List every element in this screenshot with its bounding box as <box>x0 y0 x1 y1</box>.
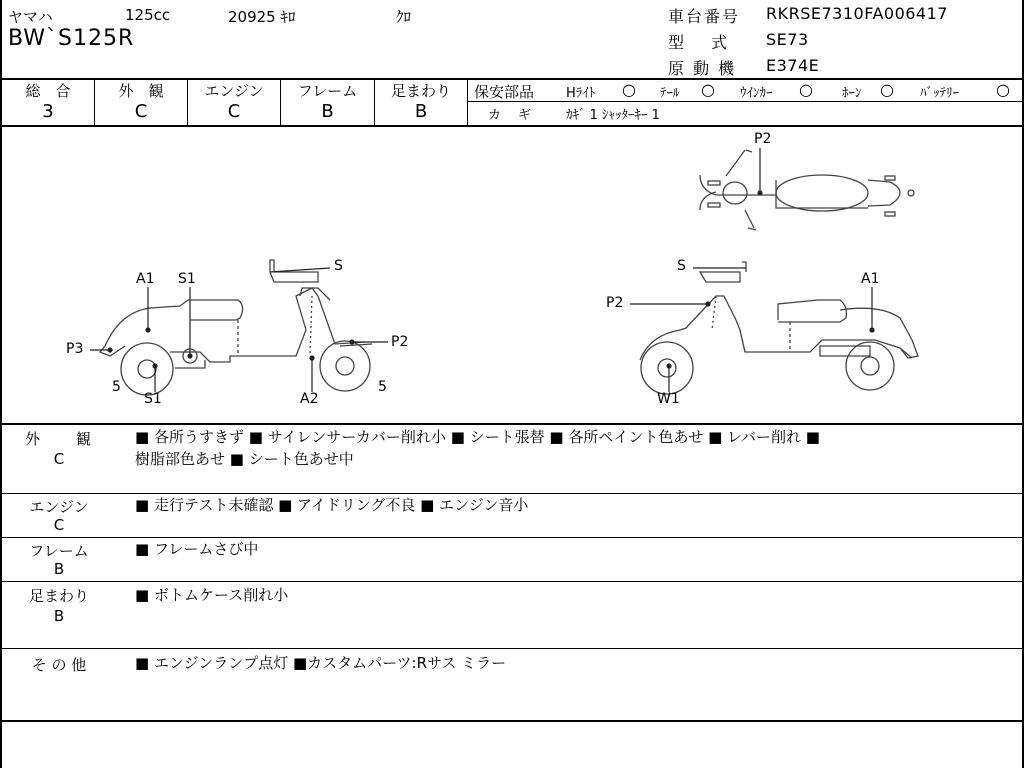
label-left-5a: 5 <box>112 379 121 395</box>
safety-taillight-mark: ○ <box>701 80 715 99</box>
section-frame-grade: B <box>53 560 65 578</box>
label-right-s: S <box>677 258 686 274</box>
section-frame-label: フレーム <box>29 542 89 560</box>
safety-battery-label: ﾊﾞｯﾃﾘｰ <box>920 86 959 101</box>
label-left-p3: P3 <box>66 341 84 357</box>
label-left-s: S <box>334 258 343 274</box>
damage-diagram <box>0 127 1024 423</box>
label-left-s1-bottom: S1 <box>144 391 162 407</box>
section-exterior-line-2: 樹脂部色あせ ■ シート色あせ中 <box>135 450 354 468</box>
section-suspension-line-1: ■ ボトムケース削れ小 <box>135 586 289 604</box>
label-right-p2: P2 <box>606 295 624 311</box>
chassis-label: 車台番号 <box>668 7 741 26</box>
safety-headlight-label: Hﾗｲﾄ <box>566 86 596 101</box>
grade-label-suspension: 足まわり <box>390 82 451 100</box>
type-value: SE73 <box>766 30 809 49</box>
label-top-p2: P2 <box>754 131 772 147</box>
section-other-label: そ の 他 <box>31 656 87 674</box>
key-label: カ ギ <box>488 108 534 123</box>
color: ｸﾛ <box>396 8 412 26</box>
label-right-a1: A1 <box>861 271 880 287</box>
section-engine-line-1: ■ 走行テスト未確認 ■ アイドリング不良 ■ エンジン音小 <box>135 496 529 514</box>
label-left-a2: A2 <box>300 391 319 407</box>
engine-label: 原 動 機 <box>668 59 737 78</box>
section-frame-line-1: ■ フレームさび中 <box>135 540 259 558</box>
grade-value-engine: C <box>227 101 241 122</box>
section-engine-label: エンジン <box>29 498 89 516</box>
safety-battery-mark: ○ <box>996 80 1010 99</box>
section-suspension-label: 足まわり <box>28 587 89 605</box>
safety-headlight-mark: ○ <box>622 80 636 99</box>
section-exterior-grade: C <box>53 450 65 468</box>
type-label: 型 式 <box>668 33 730 52</box>
mileage: 20925 ｷﾛ <box>228 8 296 26</box>
label-left-a1: A1 <box>136 271 155 287</box>
section-engine-grade: C <box>53 516 65 534</box>
scooter-top-view <box>700 150 914 230</box>
grade-label-engine: エンジン <box>204 82 264 100</box>
section-suspension-grade: B <box>53 607 65 625</box>
label-left-5b: 5 <box>378 379 387 395</box>
section-exterior-label: 外 観 <box>24 430 93 448</box>
label-left-p2: P2 <box>391 334 409 350</box>
maker: ヤマハ <box>8 8 53 26</box>
safety-title: 保安部品 <box>474 83 535 101</box>
safety-winker-mark: ○ <box>799 80 813 99</box>
chassis-number: RKRSE7310FA006417 <box>766 4 948 23</box>
model-name: BW`S125R <box>8 26 135 51</box>
safety-winker-label: ｳｲﾝｶｰ <box>740 86 773 101</box>
section-other-line-1: ■ エンジンランプ点灯 ■カスタムパーツ:Rサス ミラー <box>135 654 507 672</box>
safety-horn-mark: ○ <box>880 80 894 99</box>
displacement: 125cc <box>125 6 171 24</box>
grade-label-frame: フレーム <box>297 82 358 100</box>
grade-value-exterior: C <box>134 101 148 122</box>
safety-taillight-label: ﾃｰﾙ <box>660 86 680 101</box>
grade-value-frame: B <box>321 101 334 122</box>
label-left-s1-top: S1 <box>178 271 196 287</box>
label-right-w1: W1 <box>657 391 680 407</box>
engine-value: E374E <box>766 56 820 75</box>
key-value: ｶｷﾞ 1 ｼｬｯﾀｰｷｰ 1 <box>566 108 660 123</box>
grade-value-suspension: B <box>414 101 428 122</box>
section-exterior-line-1: ■ 各所うすきず ■ サイレンサーカバー削れ小 ■ シート張替 ■ 各所ペイント色あせ ■ レバー削れ ■ <box>135 428 820 446</box>
grade-value-overall: 3 <box>42 101 54 122</box>
leader-lines <box>90 148 874 392</box>
grade-label-overall: 総 合 <box>25 82 71 100</box>
grade-label-exterior: 外 観 <box>118 82 164 100</box>
safety-horn-label: ﾎｰﾝ <box>842 86 862 101</box>
